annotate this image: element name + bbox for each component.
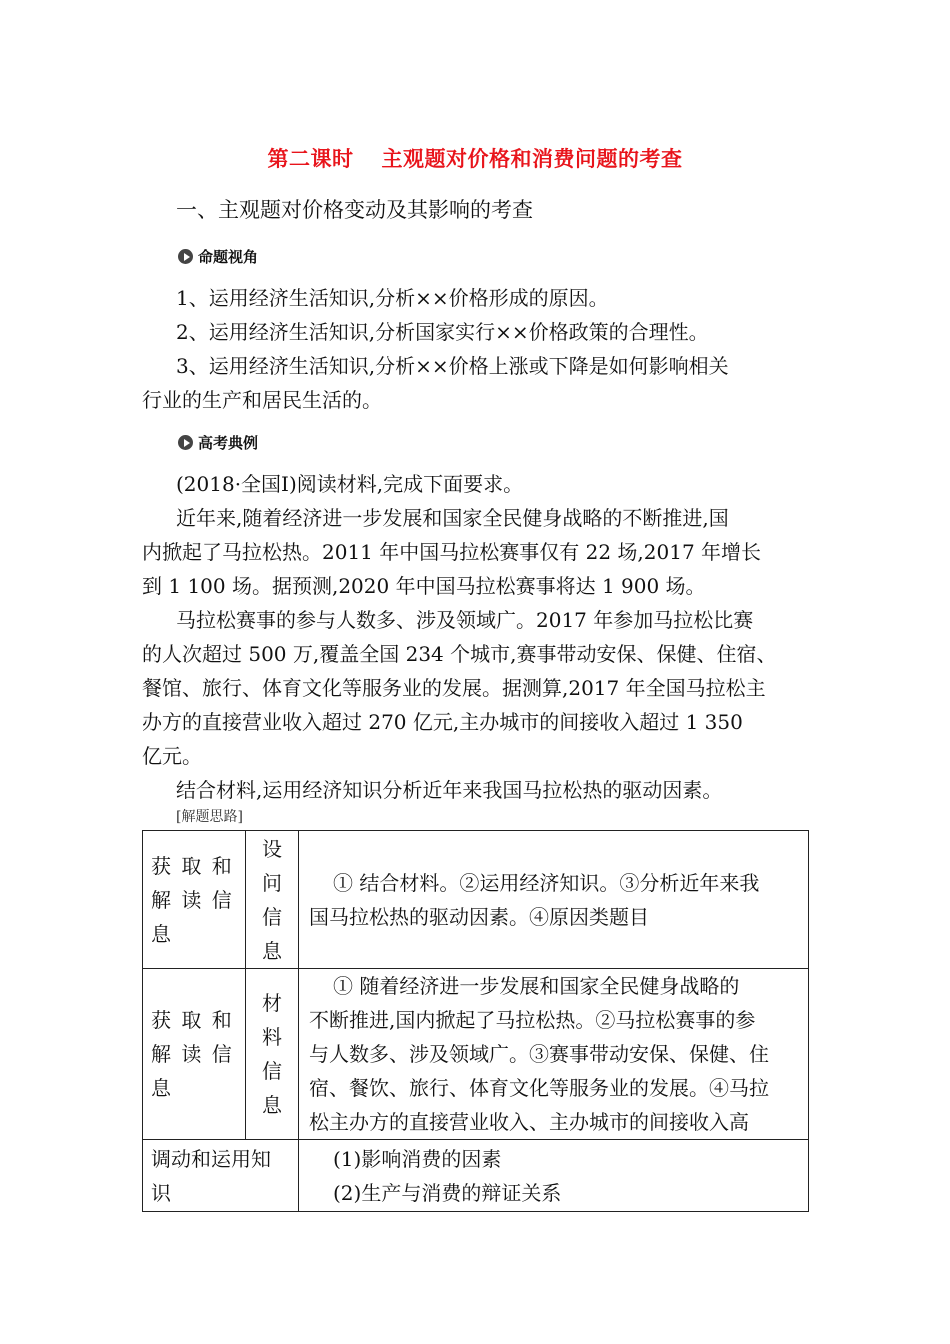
cell-line: ① 结合材料。②运用经济知识。③分析近年来我 <box>333 870 760 895</box>
tag-view-label: 命题视角 <box>198 248 259 266</box>
material-line: 到 1 100 场。据预测,2020 年中国马拉松赛事将达 1 900 场。 <box>142 574 706 598</box>
analysis-table <box>142 830 809 1212</box>
cell-line: 信 <box>262 904 282 929</box>
cell-line: 息 <box>151 1076 173 1100</box>
material-line: 的人次超过 500 万,覆盖全国 234 个城市,赛事带动安保、保健、住宿、 <box>142 642 777 666</box>
cell-line: 信 <box>262 1059 282 1083</box>
material-line: 办方的直接营业收入超过 270 亿元,主办城市的间接收入超过 1 350 <box>142 710 743 734</box>
cell-line: 获 取 和 <box>151 853 234 878</box>
play-circle-icon <box>178 435 193 450</box>
title-topic: 主观题对价格和消费问题的考查 <box>381 147 683 171</box>
table-cell <box>299 1140 809 1212</box>
material-line: 亿元。 <box>142 744 202 768</box>
material-line: 近年来,随着经济进一步发展和国家全民健身战略的不断推进,国 <box>176 506 729 530</box>
page-title <box>0 143 950 173</box>
table-cell <box>299 969 809 1140</box>
table-cell <box>246 831 299 969</box>
cell-line: 获 取 和 <box>151 1008 234 1032</box>
solution-label: [解题思路] <box>176 809 243 825</box>
cell-line: 调动和运用知 <box>151 1146 271 1171</box>
play-circle-icon <box>178 249 193 264</box>
cell-line: 不断推进,国内掀起了马拉松热。②马拉松赛事的参 <box>309 1008 756 1032</box>
tag-view <box>178 246 258 267</box>
tag-example <box>178 432 258 453</box>
cell-line: 国马拉松热的驱动因素。④原因类题目 <box>309 904 649 929</box>
example-source: (2018·全国Ⅰ)阅读材料,完成下面要求。 <box>176 472 524 496</box>
cell-line: 问 <box>262 870 282 895</box>
cell-line: 松主办方的直接营业收入、主办城市的间接收入高 <box>309 1110 749 1134</box>
cell-line: 与人数多、涉及领域广。③赛事带动安保、保健、住 <box>309 1042 769 1066</box>
cell-line: (2)生产与消费的辩证关系 <box>333 1180 562 1205</box>
cell-line: 息 <box>262 938 282 963</box>
table-cell <box>143 1140 299 1212</box>
cell-line: 识 <box>151 1180 171 1205</box>
table-row <box>143 831 809 969</box>
cell-line: 解 读 信 <box>151 887 234 912</box>
cell-line: (1)影响消费的因素 <box>333 1146 502 1171</box>
point-3: 3、运用经济生活知识,分析××价格上涨或下降是如何影响相关 <box>176 354 729 378</box>
material-line: 餐馆、旅行、体育文化等服务业的发展。据测算,2017 年全国马拉松主 <box>142 676 766 700</box>
cell-line: 料 <box>262 1025 282 1049</box>
material-line: 马拉松赛事的参与人数多、涉及领域广。2017 年参加马拉松比赛 <box>176 608 754 632</box>
cell-line: ① 随着经济进一步发展和国家全民健身战略的 <box>333 974 740 998</box>
title-lesson: 第二课时 <box>267 147 354 171</box>
cell-line: 宿、餐饮、旅行、体育文化等服务业的发展。④马拉 <box>309 1076 769 1100</box>
table-row <box>143 1140 809 1212</box>
table-cell <box>246 969 299 1140</box>
table-cell <box>299 831 809 969</box>
table-cell <box>143 969 246 1140</box>
tag-example-label: 高考典例 <box>198 434 259 452</box>
table-cell <box>143 831 246 969</box>
cell-line: 解 读 信 <box>151 1042 234 1066</box>
cell-line: 材 <box>262 991 282 1015</box>
cell-line: 息 <box>151 921 173 946</box>
section-heading: 一、主观题对价格变动及其影响的考查 <box>176 198 533 222</box>
cell-line: 设 <box>262 836 282 861</box>
cell-line: 息 <box>262 1093 282 1117</box>
point-1: 1、运用经济生活知识,分析××价格形成的原因。 <box>176 286 609 310</box>
point-3-cont: 行业的生产和居民生活的。 <box>142 388 382 412</box>
table-row <box>143 969 809 1140</box>
question: 结合材料,运用经济知识分析近年来我国马拉松热的驱动因素。 <box>176 778 723 802</box>
point-2: 2、运用经济生活知识,分析国家实行××价格政策的合理性。 <box>176 320 709 344</box>
material-line: 内掀起了马拉松热。2011 年中国马拉松赛事仅有 22 场,2017 年增长 <box>142 540 762 564</box>
